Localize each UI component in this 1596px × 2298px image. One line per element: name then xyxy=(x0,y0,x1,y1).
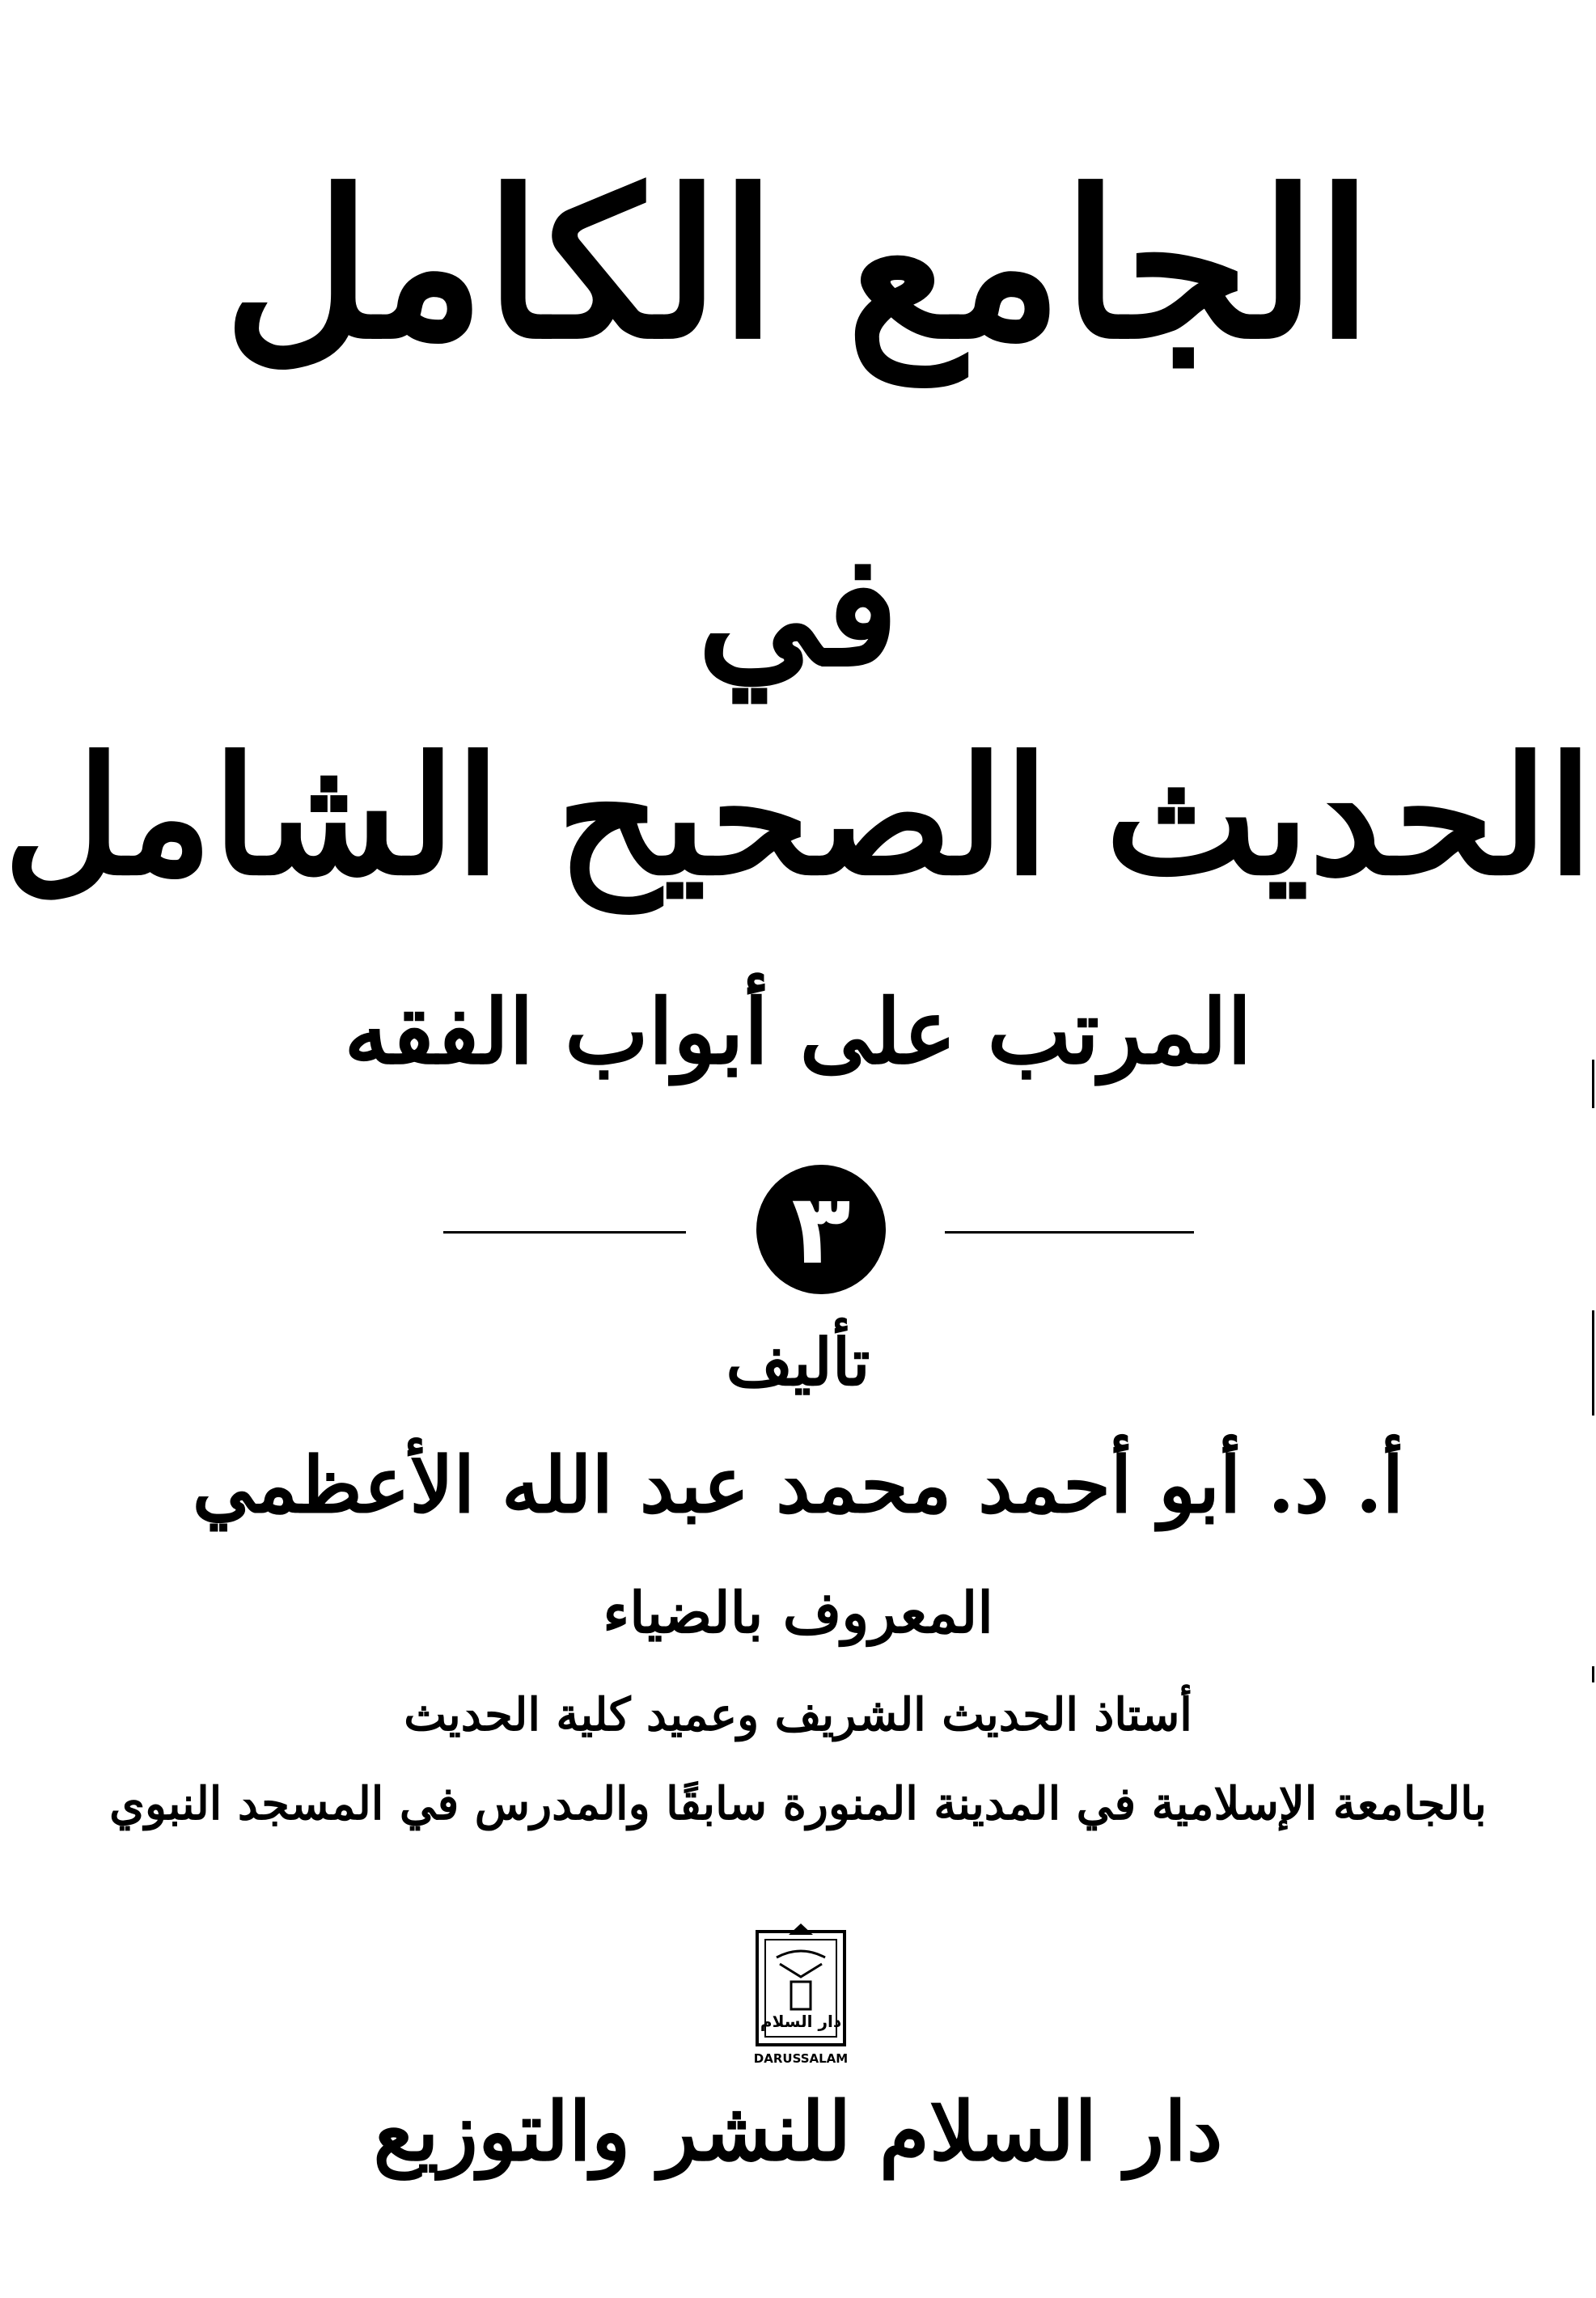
divider-right xyxy=(945,1231,1194,1234)
scan-edge-mark xyxy=(1592,1310,1594,1416)
author-known-as: المعروف بالضياء xyxy=(603,1579,993,1646)
book-subtitle: الحديث الصحيح الشامل xyxy=(3,722,1593,912)
logo-latin-text: DARUSSALAM xyxy=(753,2051,849,2066)
arrangement-line: المرتب على أبواب الفقه xyxy=(344,980,1252,1084)
author-position-line-1: أستاذ الحديث الشريف وعميد كلية الحديث xyxy=(404,1688,1192,1741)
logo-arabic-text: دار السلام xyxy=(760,2012,842,2031)
author-name: أ. د. أبو أحمد محمد عبد الله الأعظمي xyxy=(192,1441,1404,1530)
book-title: الجامع الكامل xyxy=(223,146,1373,383)
volume-number-badge: ٣ xyxy=(756,1165,886,1294)
title-preposition: في xyxy=(696,520,900,700)
scan-edge-mark xyxy=(1592,1060,1594,1108)
darussalam-logo-icon xyxy=(752,1917,849,2071)
publisher-name: دار السلام للنشر والتوزيع xyxy=(373,2084,1223,2179)
scan-edge-mark xyxy=(1592,1666,1594,1682)
authorship-label: تأليف xyxy=(726,1324,870,1400)
author-position-line-2: بالجامعة الإسلامية في المدينة المنورة سابقًا والمدرس في المسجد النبوي xyxy=(109,1777,1487,1830)
divider-left xyxy=(443,1231,686,1234)
